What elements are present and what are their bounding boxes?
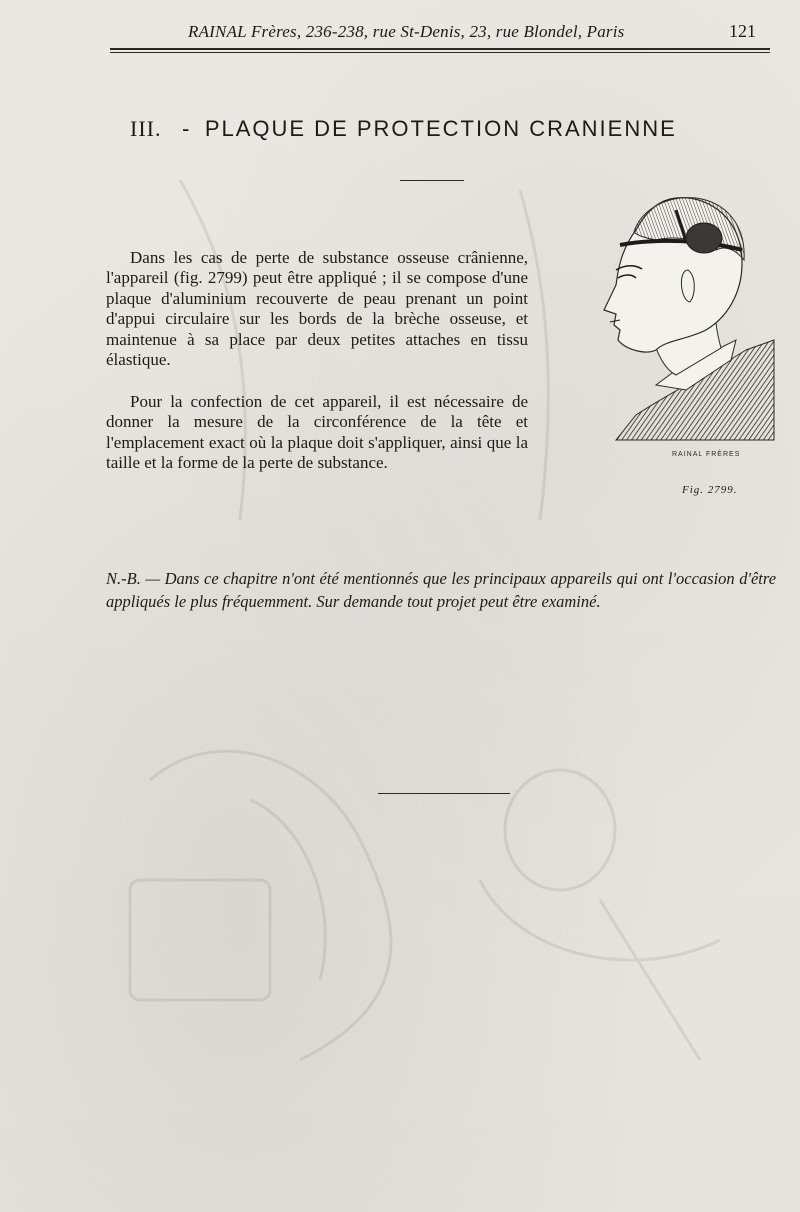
section-title: PLAQUE DE PROTECTION CRANIENNE — [204, 116, 677, 141]
note-label: N.-B. — — [106, 569, 161, 588]
running-title: RAINAL Frères, 236-238, rue St-Denis, 23, rue Blondel, Paris — [188, 22, 625, 41]
page-number: 121 — [729, 21, 756, 41]
closing-rule — [378, 793, 510, 794]
note-block — [106, 567, 776, 613]
note-text: Dans ce chapitre n'ont été mentionnés que les principaux appareils qui ont l'occasion d'être appliqués le plus fréquemment. Sur demande tout projet peut être examiné. — [106, 569, 777, 611]
paragraph-description: Dans les cas de perte de substance osseuse crânienne, l'appareil (fig. 2799) peut être appliqué ; il se compose d'une plaque d'aluminium recouverte de peau prenant un point d'appui circulaire sur les bords de la brèche osseuse, et maintenue à sa place par deux petites attaches en tissu élastique. — [106, 248, 528, 370]
header-rule-thin — [110, 52, 770, 53]
figure-caption: Fig. 2799. — [682, 484, 738, 496]
section-heading — [130, 116, 677, 142]
title-underline — [400, 180, 464, 181]
paragraph-measurements: Pour la confection de cet appareil, il est nécessaire de donner la mesure de la circonférence de la tête et l'emplacement exact où la plaque doit s'appliquer, ainsi que la taille et la forme de la perte de substance. — [106, 392, 528, 473]
running-header — [110, 18, 770, 50]
header-rule — [110, 48, 770, 50]
figure-head-illustration — [596, 190, 776, 480]
section-dash: - — [181, 116, 191, 141]
figure-signature: RAINAL FRÈRES — [672, 451, 741, 458]
section-number: III. — [130, 116, 162, 141]
